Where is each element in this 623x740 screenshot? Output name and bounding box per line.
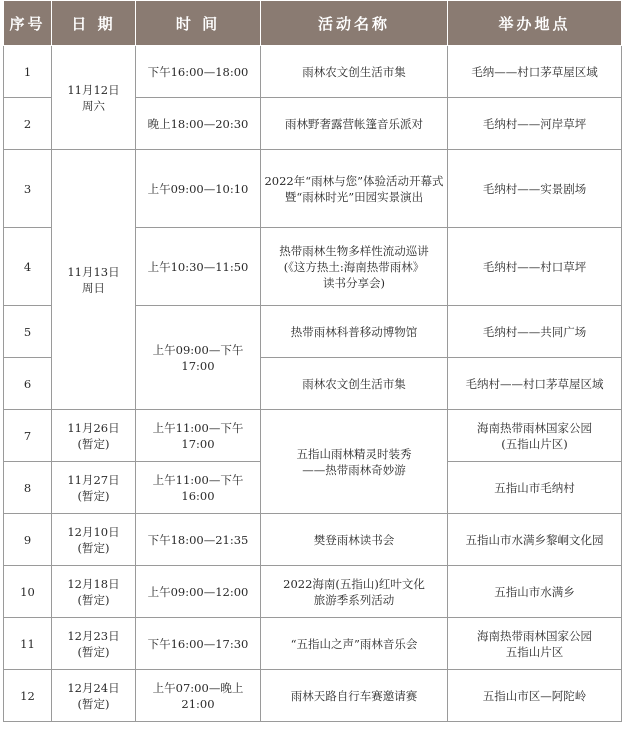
row-number: 4 xyxy=(4,228,52,306)
row-number: 5 xyxy=(4,306,52,358)
row-time: 下午18:00—21:35 xyxy=(136,514,261,566)
row-number: 10 xyxy=(4,566,52,618)
row-number: 9 xyxy=(4,514,52,566)
row-activity-name: 雨林农文创生活市集 xyxy=(261,46,448,98)
row-date: 12月23日 (暂定) xyxy=(52,618,136,670)
row-activity-name: 雨林天路自行车赛邀请赛 xyxy=(261,670,448,722)
activity-schedule-table xyxy=(3,0,622,722)
row-venue: 毛纳村——实景剧场 xyxy=(448,150,622,228)
row-time: 下午16:00—18:00 xyxy=(136,46,261,98)
row-number: 11 xyxy=(4,618,52,670)
row-time: 上午10:30—11:50 xyxy=(136,228,261,306)
row-date: 12月24日 (暂定) xyxy=(52,670,136,722)
row-date: 11月13日 周日 xyxy=(52,150,136,410)
header-venue: 举办地点 xyxy=(448,1,622,46)
table-row xyxy=(4,150,622,228)
row-number: 1 xyxy=(4,46,52,98)
row-activity-name: 雨林农文创生活市集 xyxy=(261,358,448,410)
row-date: 12月10日 (暂定) xyxy=(52,514,136,566)
table-row xyxy=(4,566,622,618)
table-row xyxy=(4,670,622,722)
row-venue: 海南热带雨林国家公园 五指山片区 xyxy=(448,618,622,670)
row-activity-name: 热带雨林生物多样性流动巡讲 (《这方热土:海南热带雨林》 读书分享会) xyxy=(261,228,448,306)
table-row xyxy=(4,514,622,566)
row-number: 3 xyxy=(4,150,52,228)
row-venue: 毛纳村——河岸草坪 xyxy=(448,98,622,150)
row-time: 上午09:00—10:10 xyxy=(136,150,261,228)
row-activity-name: 雨林野奢露营帐篷音乐派对 xyxy=(261,98,448,150)
row-venue: 五指山市毛纳村 xyxy=(448,462,622,514)
row-number: 12 xyxy=(4,670,52,722)
row-time: 上午09:00—12:00 xyxy=(136,566,261,618)
row-date: 11月12日 周六 xyxy=(52,46,136,150)
row-venue: 海南热带雨林国家公园 (五指山片区) xyxy=(448,410,622,462)
header-number: 序号 xyxy=(4,1,52,46)
row-activity-name: 热带雨林科普移动博物馆 xyxy=(261,306,448,358)
row-venue: 毛纳村——村口草坪 xyxy=(448,228,622,306)
row-time: 晚上18:00—20:30 xyxy=(136,98,261,150)
row-venue: 毛纳——村口茅草屋区域 xyxy=(448,46,622,98)
row-time: 上午11:00—下午17:00 xyxy=(136,410,261,462)
row-activity-name: “五指山之声”雨林音乐会 xyxy=(261,618,448,670)
row-venue: 五指山市水满乡黎峒文化园 xyxy=(448,514,622,566)
table-row xyxy=(4,46,622,98)
row-date: 12月18日 (暂定) xyxy=(52,566,136,618)
row-date: 11月27日 (暂定) xyxy=(52,462,136,514)
table-row xyxy=(4,410,622,462)
row-activity-name: 2022海南(五指山)红叶文化 旅游季系列活动 xyxy=(261,566,448,618)
table-row xyxy=(4,618,622,670)
row-venue: 五指山市水满乡 xyxy=(448,566,622,618)
header-time: 时 间 xyxy=(136,1,261,46)
row-venue: 毛纳村——村口茅草屋区域 xyxy=(448,358,622,410)
row-activity-name: 2022年“雨林与您”体验活动开幕式 暨“雨林时光”田园实景演出 xyxy=(261,150,448,228)
row-number: 6 xyxy=(4,358,52,410)
header-activity-name: 活动名称 xyxy=(261,1,448,46)
row-time: 上午11:00—下午16:00 xyxy=(136,462,261,514)
row-date: 11月26日 (暂定) xyxy=(52,410,136,462)
row-venue: 毛纳村——共同广场 xyxy=(448,306,622,358)
row-number: 7 xyxy=(4,410,52,462)
row-venue: 五指山市区—阿陀岭 xyxy=(448,670,622,722)
header-row xyxy=(4,1,622,46)
row-time: 下午16:00—17:30 xyxy=(136,618,261,670)
row-time: 上午09:00—下午17:00 xyxy=(136,306,261,410)
row-time: 上午07:00—晚上21:00 xyxy=(136,670,261,722)
row-number: 8 xyxy=(4,462,52,514)
row-activity-name: 五指山雨林精灵时装秀 ——热带雨林奇妙游 xyxy=(261,410,448,514)
header-date: 日 期 xyxy=(52,1,136,46)
row-activity-name: 樊登雨林读书会 xyxy=(261,514,448,566)
row-number: 2 xyxy=(4,98,52,150)
